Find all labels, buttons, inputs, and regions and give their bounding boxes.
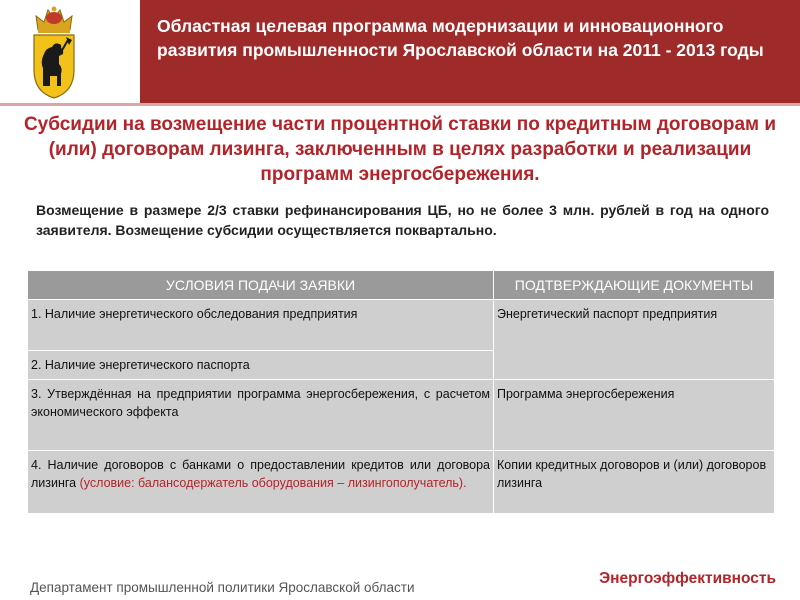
document-cell: Программа энергосбережения	[494, 380, 775, 451]
coat-of-arms-icon	[28, 4, 80, 100]
document-cell: Энергетический паспорт предприятия	[494, 300, 775, 380]
condition-note: (условие: балансодержатель оборудования – лизингополучатель).	[79, 476, 467, 490]
condition-cell: 3. Утверждённая на предприятии программа энергосбережения, с расчетом экономического эффекта	[28, 380, 494, 451]
table-row	[28, 380, 775, 451]
footer-department: Департамент промышленной политики Ярославской области	[30, 580, 415, 595]
table-row	[28, 300, 775, 351]
intro-paragraph: Возмещение в размере 2/3 ставки рефинансирования ЦБ, но не более 3 млн. рублей в год на одного заявителя. Возмещение субсидии осуществляется поквартально.	[36, 202, 769, 238]
conditions-table	[27, 270, 775, 514]
condition-text: 4. Наличие договоров с банками о предоставлении кредитов или договора лизинга	[31, 458, 490, 490]
column-header-documents: ПОДТВЕРЖДАЮЩИЕ ДОКУМЕНТЫ	[494, 271, 775, 300]
condition-cell: 2. Наличие энергетического паспорта	[28, 351, 494, 380]
column-header-conditions: УСЛОВИЯ ПОДАЧИ ЗАЯВКИ	[28, 271, 494, 300]
table-header-row	[28, 271, 775, 300]
section-heading: Субсидии на возмещение части процентной ставки по кредитным договорам и (или) договорам лизинга, заключенным в целях разработки и реализации программ энергосбережения.	[23, 114, 777, 185]
table-row	[28, 451, 775, 514]
header-divider	[0, 103, 800, 106]
condition-cell	[28, 451, 494, 514]
page-title: Областная целевая программа модернизации и инновационного развития промышленности Ярославской области на 2011 - 2013 годы	[157, 16, 764, 60]
footer-tag: Энергоэффективность	[599, 570, 776, 587]
condition-cell: 1. Наличие энергетического обследования предприятия	[28, 300, 494, 351]
header	[0, 0, 800, 108]
document-cell: Копии кредитных договоров и (или) договоров лизинга	[494, 451, 775, 514]
